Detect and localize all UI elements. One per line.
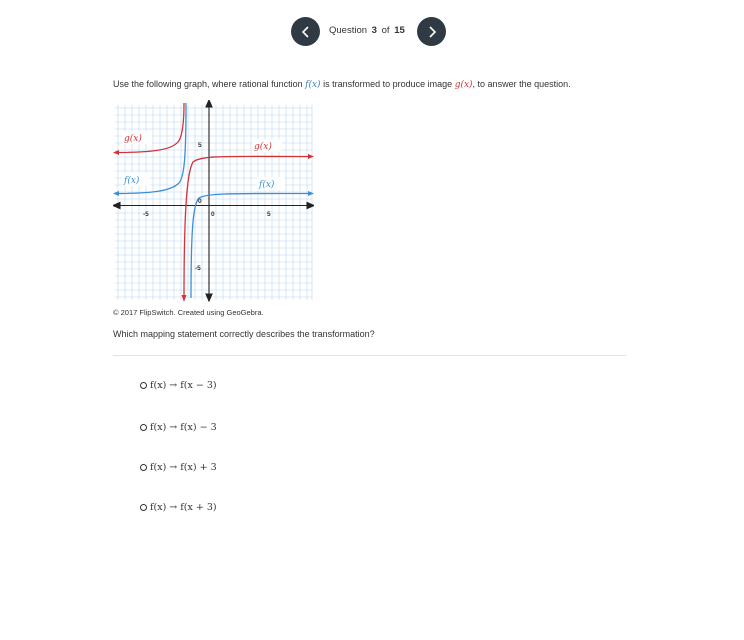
question-navigator — [291, 17, 447, 46]
g-down-arrow — [182, 295, 187, 302]
answer-option-text: f(x) → f(x + 3) — [150, 502, 217, 513]
answer-option-1[interactable] — [140, 380, 217, 391]
transformation-graph — [113, 100, 314, 302]
answer-option-4[interactable] — [140, 502, 217, 513]
g-right-arrow — [308, 154, 314, 159]
answer-option-2[interactable] — [140, 422, 217, 433]
radio-button[interactable] — [140, 382, 147, 389]
y-tick-0: 0 — [198, 198, 202, 205]
x-axis-left-arrow — [113, 203, 120, 209]
chevron-left-icon — [300, 25, 312, 39]
chevron-right-icon — [426, 25, 438, 39]
graph-credit: © 2017 FlipSwitch. Created using GeoGebra. — [113, 308, 264, 317]
y-tick-minus-5: -5 — [195, 265, 201, 272]
next-question-button[interactable] — [417, 17, 446, 46]
x-tick-0: 0 — [211, 211, 215, 218]
g-left-arrow — [113, 150, 119, 155]
axes — [113, 100, 314, 301]
f-label-left: f(x) — [124, 176, 140, 186]
answer-option-text: f(x) → f(x − 3) — [150, 380, 217, 391]
prompt-f-label: f(x) — [305, 80, 321, 90]
radio-button[interactable] — [140, 464, 147, 471]
g-label-right: g(x) — [254, 142, 272, 152]
current-question-number: 3 — [371, 25, 377, 36]
answer-option-text: f(x) → f(x) − 3 — [150, 422, 217, 433]
prompt-text-before: Use the following graph, where rational function — [113, 79, 303, 89]
previous-question-button[interactable] — [291, 17, 320, 46]
answer-option-text: f(x) → f(x) + 3 — [150, 462, 217, 473]
x-tick-5: 5 — [267, 211, 271, 218]
prompt-text-middle: is transformed to produce image — [323, 79, 453, 89]
question-prompt — [113, 79, 571, 90]
y-tick-5: 5 — [198, 142, 202, 149]
radio-button[interactable] — [140, 424, 147, 431]
question-counter — [329, 25, 407, 36]
y-axis-up-arrow — [206, 100, 212, 107]
x-axis-right-arrow — [307, 203, 314, 209]
g-label-left: g(x) — [124, 134, 142, 144]
question-word: Question — [329, 25, 368, 36]
prompt-text-after: , to answer the question. — [472, 79, 571, 89]
radio-button[interactable] — [140, 504, 147, 511]
prompt-g-label: g(x) — [454, 80, 473, 90]
f-label-right: f(x) — [259, 180, 275, 190]
y-axis-down-arrow — [206, 294, 212, 301]
answer-option-3[interactable] — [140, 462, 217, 473]
divider — [113, 355, 626, 356]
of-word: of — [381, 25, 390, 36]
total-questions: 15 — [394, 25, 405, 36]
question-text: Which mapping statement correctly describes the transformation? — [113, 329, 375, 339]
x-tick-minus-5: -5 — [143, 211, 149, 218]
g-curve-left-branch — [115, 103, 184, 153]
